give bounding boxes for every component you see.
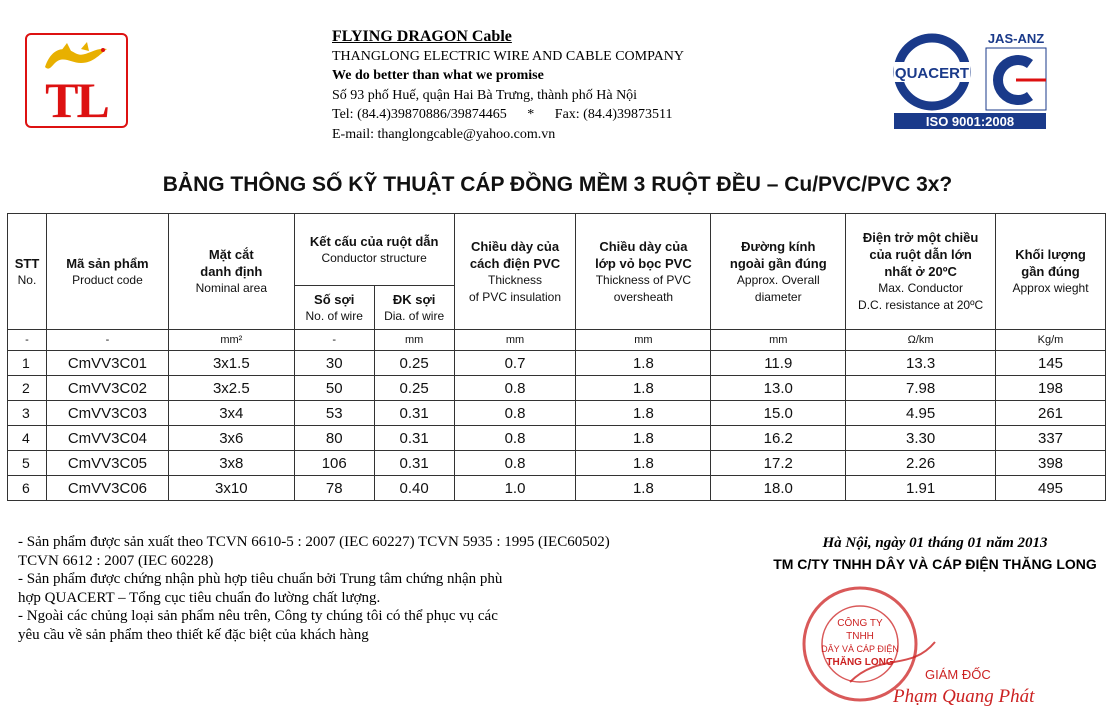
unit-cell: - <box>8 330 47 351</box>
cell-overall-diameter: 15.0 <box>711 401 846 426</box>
unit-cell: - <box>46 330 168 351</box>
header-wire-diameter: ĐK sợi Dia. of wire <box>374 286 454 330</box>
sign-org: TM C/TY TNHH DÂY VÀ CÁP ĐIỆN THĂNG LONG <box>773 556 1097 572</box>
cell-overall-diameter: 17.2 <box>711 451 846 476</box>
cell-product-code: CmVV3C06 <box>46 476 168 501</box>
cell-nominal-area: 3x2.5 <box>168 376 294 401</box>
header-resistance: Điện trở một chiều của ruột dẫn lớn nhất ở 20ºC Max. Conductor D.C. resistance at 20ºC <box>846 214 996 330</box>
cell-weight: 198 <box>996 376 1106 401</box>
cell-wire-diameter: 0.25 <box>374 351 454 376</box>
cell-oversheath: 1.8 <box>576 376 711 401</box>
iso-text: ISO 9001:2008 <box>925 114 1015 129</box>
cell-nominal-area: 3x10 <box>168 476 294 501</box>
header-nominal-area: Mặt cắt danh định Nominal area <box>168 214 294 330</box>
brand-name: FLYING DRAGON Cable <box>332 28 512 45</box>
cell-insulation: 0.8 <box>454 451 576 476</box>
cell-stt: 6 <box>8 476 47 501</box>
cell-nominal-area: 3x8 <box>168 451 294 476</box>
svg-text:DÂY VÀ CÁP ĐIỆN: DÂY VÀ CÁP ĐIỆN <box>821 644 899 654</box>
table-row <box>8 376 1106 401</box>
separator: * <box>527 107 535 122</box>
jas-anz-text: JAS-ANZ <box>987 31 1045 46</box>
page-title: BẢNG THÔNG SỐ KỸ THUẬT CÁP ĐỒNG MỀM 3 RUỘT ĐỀU – Cu/PVC/PVC 3x? <box>162 173 953 196</box>
cell-oversheath: 1.8 <box>576 451 711 476</box>
cell-resistance: 7.98 <box>846 376 996 401</box>
cell-stt: 4 <box>8 426 47 451</box>
cell-overall-diameter: 16.2 <box>711 426 846 451</box>
address: Số 93 phố Huế, quận Hai Bà Trưng, thành phố Hà Nội <box>332 87 638 103</box>
unit-cell: mm <box>374 330 454 351</box>
cell-product-code: CmVV3C03 <box>46 401 168 426</box>
unit-cell: mm <box>711 330 846 351</box>
cell-resistance: 2.26 <box>846 451 996 476</box>
cell-wire-count: 50 <box>294 376 374 401</box>
cell-wire-count: 106 <box>294 451 374 476</box>
table-row <box>8 426 1106 451</box>
cell-stt: 3 <box>8 401 47 426</box>
cell-oversheath: 1.8 <box>576 476 711 501</box>
cell-product-code: CmVV3C04 <box>46 426 168 451</box>
cell-wire-count: 78 <box>294 476 374 501</box>
header-stt: STT No. <box>8 214 47 330</box>
cell-wire-count: 30 <box>294 351 374 376</box>
cell-resistance: 1.91 <box>846 476 996 501</box>
note-line: TCVN 6612 : 2007 (IEC 60228) <box>18 552 214 569</box>
spec-table <box>7 213 1106 501</box>
cell-wire-diameter: 0.31 <box>374 451 454 476</box>
cell-overall-diameter: 13.0 <box>711 376 846 401</box>
cell-oversheath: 1.8 <box>576 351 711 376</box>
cell-nominal-area: 3x6 <box>168 426 294 451</box>
units-row <box>8 330 1106 351</box>
unit-cell: Kg/m <box>996 330 1106 351</box>
cell-product-code: CmVV3C02 <box>46 376 168 401</box>
cell-insulation: 1.0 <box>454 476 576 501</box>
header-conductor-structure: Kết cấu của ruột dẫn Conductor structure <box>294 214 454 286</box>
cell-resistance: 3.30 <box>846 426 996 451</box>
cell-overall-diameter: 18.0 <box>711 476 846 501</box>
cell-oversheath: 1.8 <box>576 426 711 451</box>
logo-letters: TL <box>45 72 108 128</box>
unit-cell: - <box>294 330 374 351</box>
contact-line <box>332 105 684 125</box>
note-line: - Sản phẩm được sản xuất theo TCVN 6610-5 : 2007 (IEC 60227) TCVN 5935 : 1995 (IEC60502) <box>18 534 610 550</box>
header-insulation: Chiều dày của cách điện PVC Thickness of PVC insulation <box>454 214 576 330</box>
svg-text:TNHH: TNHH <box>846 631 874 642</box>
cell-stt: 1 <box>8 351 47 376</box>
company-name: THANGLONG ELECTRIC WIRE AND CABLE COMPANY <box>332 48 684 64</box>
company-logo <box>25 33 128 128</box>
cell-overall-diameter: 11.9 <box>711 351 846 376</box>
note-line: hợp QUACERT – Tổng cục tiêu chuẩn đo lường chất lượng. <box>18 589 381 606</box>
header-product-code: Mã sản phẩm Product code <box>46 214 168 330</box>
cell-nominal-area: 3x4 <box>168 401 294 426</box>
director-title: GIÁM ĐỐC <box>925 667 991 682</box>
unit-cell: mm <box>576 330 711 351</box>
cell-product-code: CmVV3C01 <box>46 351 168 376</box>
quacert-text: QUACERT <box>894 65 970 82</box>
cell-product-code: CmVV3C05 <box>46 451 168 476</box>
header-overall-diameter: Đường kính ngoài gần đúng Approx. Overall diameter <box>711 214 846 330</box>
dragon-icon <box>41 41 111 75</box>
table-row <box>8 476 1106 501</box>
cell-wire-count: 80 <box>294 426 374 451</box>
header-weight: Khối lượng gần đúng Approx wieght <box>996 214 1106 330</box>
cell-stt: 5 <box>8 451 47 476</box>
cell-wire-count: 53 <box>294 401 374 426</box>
cell-insulation: 0.8 <box>454 426 576 451</box>
fax: Fax: (84.4)39873511 <box>554 107 673 122</box>
note-line: - Ngoài các chủng loại sản phẩm nêu trên, Công ty chúng tôi có thể phục vụ các <box>18 608 498 624</box>
cell-resistance: 13.3 <box>846 351 996 376</box>
cell-insulation: 0.8 <box>454 376 576 401</box>
sign-date: Hà Nội, ngày 01 tháng 01 năm 2013 <box>822 535 1048 551</box>
cell-wire-diameter: 0.40 <box>374 476 454 501</box>
unit-cell: mm <box>454 330 576 351</box>
cell-weight: 261 <box>996 401 1106 426</box>
cell-weight: 337 <box>996 426 1106 451</box>
table-row <box>8 401 1106 426</box>
note-line: yêu cầu về sản phẩm theo thiết kế đặc biệt của khách hàng <box>18 626 369 643</box>
svg-text:THĂNG LONG: THĂNG LONG <box>826 657 894 668</box>
company-info <box>332 27 684 144</box>
certification-logo <box>892 30 1052 130</box>
cell-oversheath: 1.8 <box>576 401 711 426</box>
cell-insulation: 0.8 <box>454 401 576 426</box>
slogan: We do better than what we promise <box>332 68 544 83</box>
note-line: - Sản phẩm được chứng nhận phù hợp tiêu chuẩn bởi Trung tâm chứng nhận phù <box>18 571 503 587</box>
header-wire-count: Số sợi No. of wire <box>294 286 374 330</box>
notes <box>18 533 758 644</box>
cell-insulation: 0.7 <box>454 351 576 376</box>
signature-block <box>762 534 1108 572</box>
svg-text:CÔNG TY: CÔNG TY <box>837 618 883 629</box>
unit-cell: mm² <box>168 330 294 351</box>
cell-weight: 145 <box>996 351 1106 376</box>
cell-resistance: 4.95 <box>846 401 996 426</box>
cell-stt: 2 <box>8 376 47 401</box>
header-oversheath: Chiều dày của lớp vỏ bọc PVC Thickness of PVC oversheath <box>576 214 711 330</box>
tel: Tel: (84.4)39870886/39874465 <box>332 107 507 122</box>
cell-weight: 398 <box>996 451 1106 476</box>
unit-cell: Ω/km <box>846 330 996 351</box>
table-row <box>8 351 1106 376</box>
email: E-mail: thanglongcable@yahoo.com.vn <box>332 126 556 142</box>
cell-weight: 495 <box>996 476 1106 501</box>
table-row <box>8 451 1106 476</box>
cell-nominal-area: 3x1.5 <box>168 351 294 376</box>
cell-wire-diameter: 0.31 <box>374 426 454 451</box>
signer-name: Phạm Quang Phát <box>893 686 1035 707</box>
cell-wire-diameter: 0.25 <box>374 376 454 401</box>
cell-wire-diameter: 0.31 <box>374 401 454 426</box>
